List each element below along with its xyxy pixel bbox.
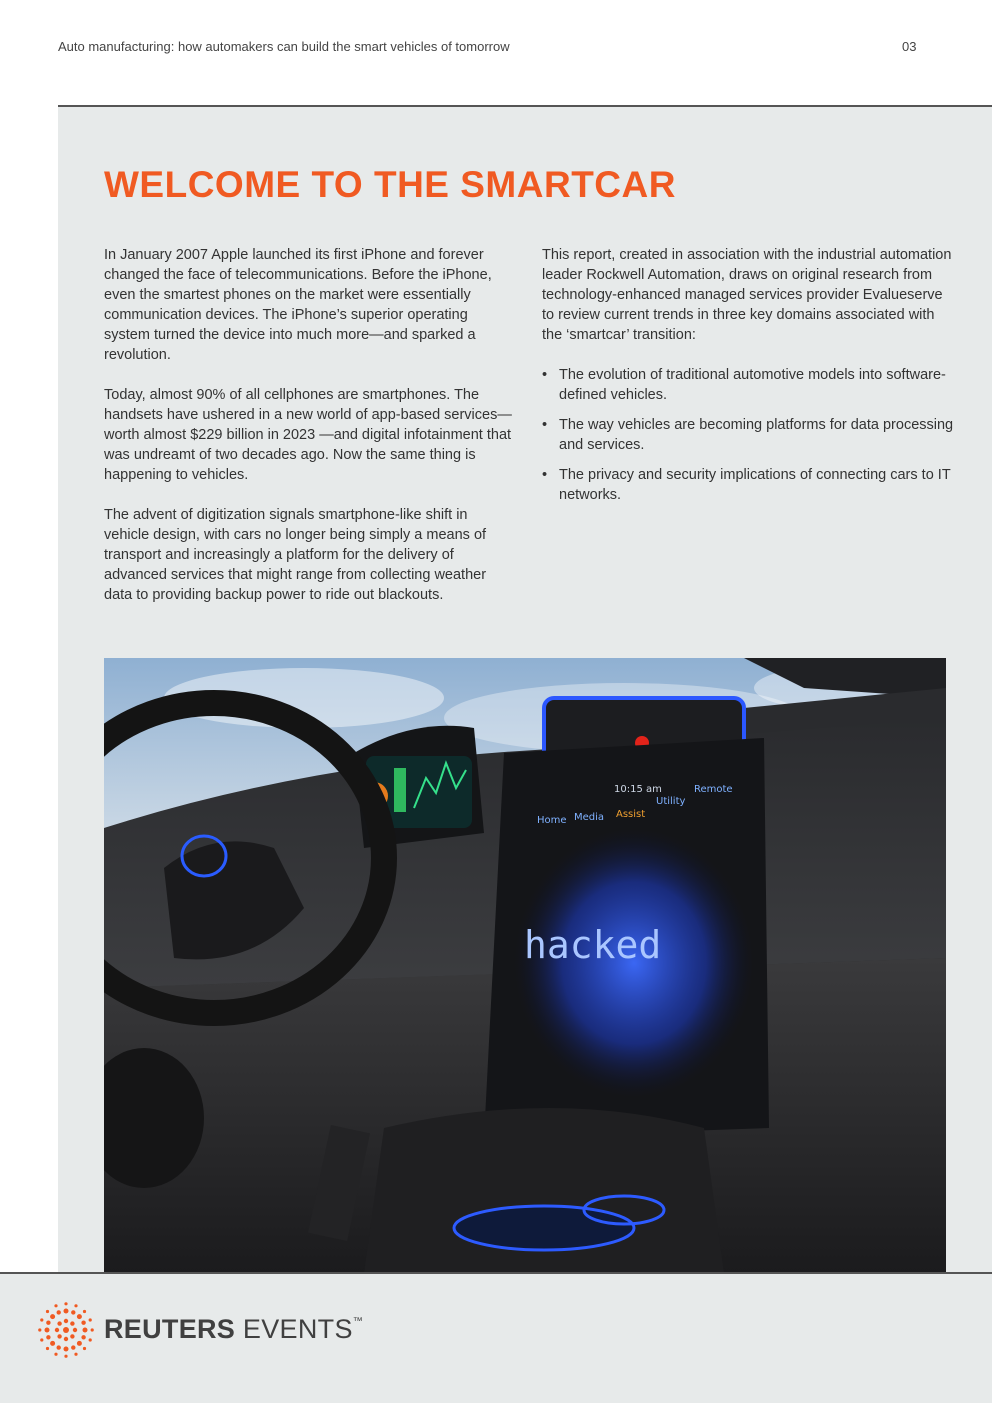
screen-hacked-text: hacked [524,923,662,967]
running-title: Auto manufacturing: how automakers can build the smart vehicles of tomorrow [58,39,510,54]
list-item: • The evolution of traditional automotive models into software-defined vehicles. [542,365,954,405]
screen-tab-utility: Utility [656,796,686,807]
left-column [104,245,516,625]
bullet-list [542,365,954,505]
right-column [542,245,954,515]
brand-bold: REUTERS [104,1314,236,1344]
paragraph: In January 2007 Apple launched its first iPhone and forever changed the face of telecommunications. Before the iPhone, even the smartest phones on the market were essentially communication devices. The iPhone’s superior operating system turned the device into much more—and sparked a revolution. [104,247,492,363]
page-title: WELCOME TO THE SMARTCAR [104,164,676,205]
brand-wordmark [104,1314,363,1345]
brand-light: EVENTS [235,1314,353,1344]
screen-tab-home: Home [537,815,567,826]
page-number: 03 [902,39,917,54]
reuters-logo-icon [38,1302,94,1358]
screen-tab-remote: Remote [694,784,733,795]
paragraph: The advent of digitization signals smartphone-like shift in vehicle design, with cars no longer being simply a means of transport and increasingly a platform for the delivery of advanced services that might range from collecting weather data to providing backup power to ride out blackouts. [104,507,487,603]
hero-image-car-interior [104,658,946,1273]
page-header [0,0,992,107]
trademark-symbol: ™ [352,1316,364,1327]
car-interior-illustration [104,658,946,1273]
paragraph: Today, almost 90% of all cellphones are smartphones. The handsets have ushered in a new world of app-based services—worth almost $229 billion in 2023 —and digital infotainment that was undreamt of two decades ago. Now the same thing is happening to vehicles. [104,387,512,483]
paragraph: This report, created in association with the industrial automation leader Rockwell Automation, draws on original research from technology-enhanced managed services provider Evalueserve to review current trends in three key domains associated with the ‘smartcar’ transition: [542,247,952,343]
screen-tab-assist: Assist [616,809,646,820]
screen-tab-media: Media [574,812,605,823]
screen-time: 10:15 am [614,784,662,795]
list-item: • The way vehicles are becoming platforms for data processing and services. [542,415,954,455]
list-item: • The privacy and security implications of connecting cars to IT networks. [542,465,954,505]
